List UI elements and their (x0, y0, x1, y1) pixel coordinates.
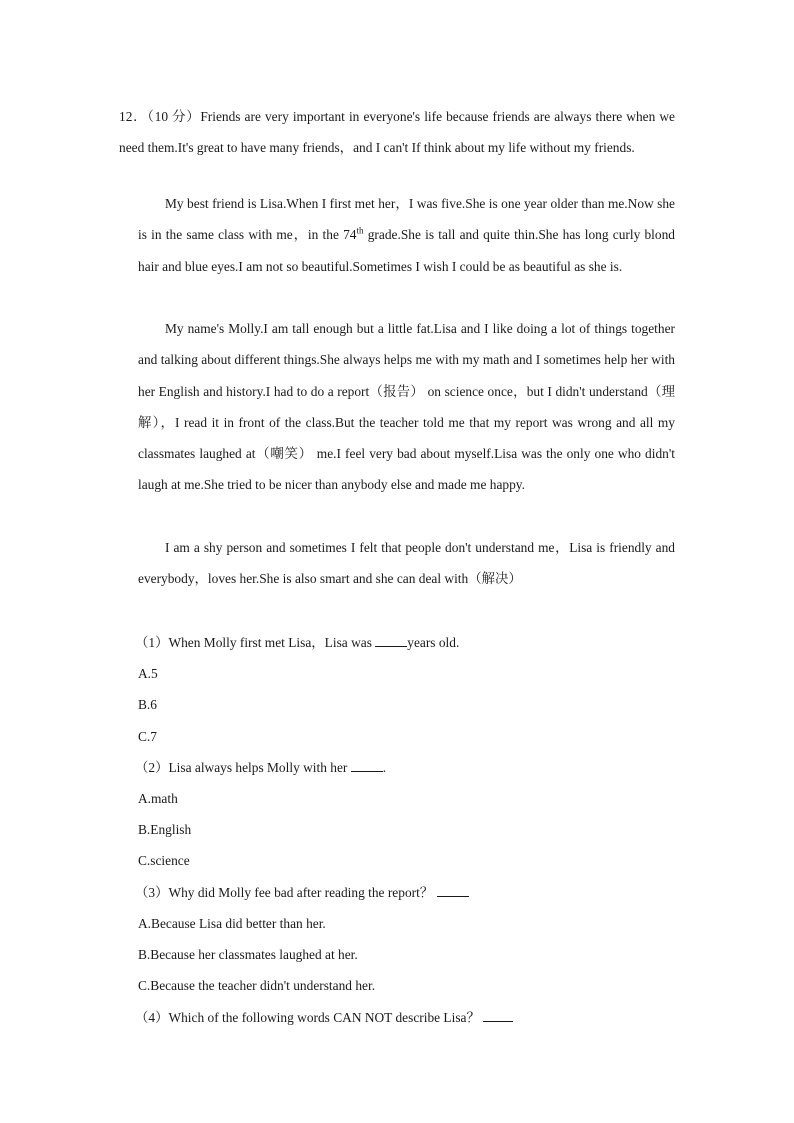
question-number: 12．（10 分） (119, 109, 201, 124)
paragraph-3: My name's Molly.I am tall enough but a little fat.Lisa and I like doing a lot of things together and talking about different things.She always helps me with my math and I sometimes help her with her English and history.I had to do a report（报告） on science once，but I didn't understand（理解），I read it in front of the class.But the teacher told me that my report was wrong and all my classmates laughed at（嘲笑） me.I feel very bad about myself.Lisa was the only one who didn't laugh at me.She tried to be nicer than anybody else and made me happy. (138, 321, 675, 493)
answer-blank (375, 634, 407, 647)
answer-blank (483, 1009, 513, 1022)
question-12-intro (119, 101, 675, 164)
paragraph-2-part-b: grade.She is tall and quite thin.She has long curly blond hair and blue eyes.I am not so beautiful.Sometimes I wish I could be as beautiful as she is. (138, 227, 675, 274)
paragraph-2 (138, 188, 675, 282)
option-b: B.English (138, 822, 192, 837)
superscript-th: th (356, 225, 364, 236)
intro-paragraph: Friends are very important in everyone's life because friends are always there when we need them.It's great to have many friends，and I can't If think about my life without my friends. (119, 109, 675, 156)
option-b: B.6 (138, 697, 157, 712)
subquestion-3-stem: （3）Why did Molly fee bad after reading the report？ (135, 883, 469, 903)
subquestion-4-stem: （4）Which of the following words CAN NOT describe Lisa？ (135, 1008, 513, 1028)
option-a: A.5 (138, 666, 158, 681)
subquestion-2-stem: （2）Lisa always helps Molly with her . (135, 760, 387, 775)
subquestion-1-stem: （1）When Molly first met Lisa，Lisa was years old. (135, 635, 460, 650)
answer-blank (437, 884, 469, 897)
paragraph-4: I am a shy person and sometimes I felt that people don't understand me，Lisa is friendly and everybody，loves her.She is also smart and she can deal with（解决） (138, 540, 675, 587)
option-a: A.Because Lisa did better than her. (138, 916, 326, 931)
option-c: C.science (138, 853, 190, 868)
option-c: C.Because the teacher didn't understand her. (138, 978, 376, 993)
option-a: A.math (138, 791, 178, 806)
answer-blank (351, 759, 383, 772)
option-b: B.Because her classmates laughed at her. (138, 947, 358, 962)
option-c: C.7 (138, 729, 157, 744)
paragraph-2-part-a: My best friend is Lisa.When I first met her，I was five.She is one year older than me.Now she is in the same class with me，in the 74 (138, 196, 675, 243)
